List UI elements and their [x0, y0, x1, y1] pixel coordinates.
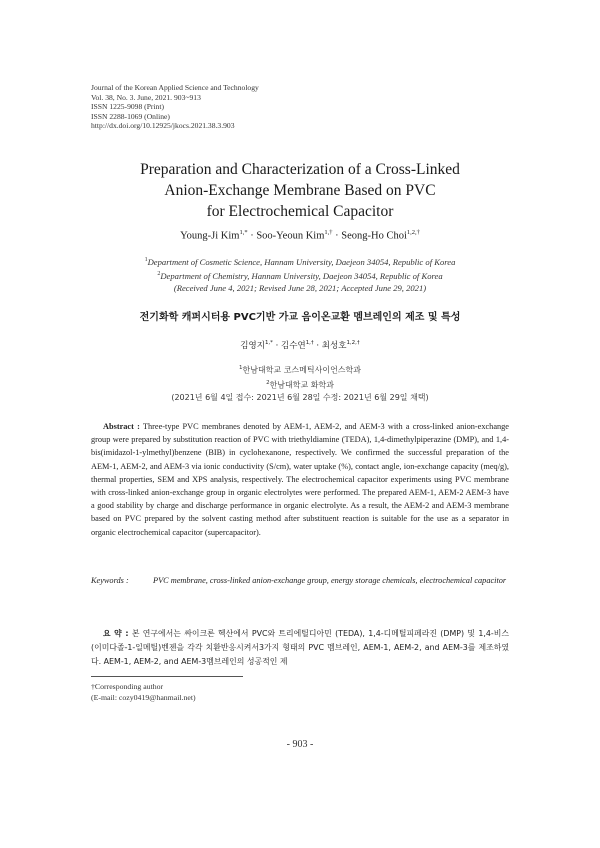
journal-volume: Vol. 38, No. 3. June, 2021. 903~913: [91, 92, 201, 102]
issn-online: ISSN 2288-1069 (Online): [91, 111, 170, 121]
keywords-text: PVC membrane, cross-linked anion-exchange group, energy storage chemicals, electrochemical capacitor: [153, 576, 507, 585]
affiliation-sup: 1: [144, 257, 148, 263]
footnote: [91, 681, 391, 703]
author-email: (E-mail: cozy0419@hanmail.net): [91, 693, 196, 702]
korean-author-sup: 1,2,†: [346, 340, 360, 347]
korean-abstract-label: 요 약 :: [103, 629, 129, 638]
korean-affiliation-2: $^2$한남대학교 화학과: [266, 379, 334, 390]
corresponding-author: Corresponding author: [94, 682, 164, 691]
abstract: [91, 420, 509, 539]
korean-dates: (2021년 6월 4일 접수: 2021년 6월 28일 수정: 2021년 6월 29일 채택): [171, 393, 429, 403]
korean-title: 전기화학 캐퍼시터용 PVC기반 가교 음이온교환 멤브레인의 제조 및 특성: [139, 312, 461, 323]
keywords-label: Keywords :: [91, 576, 129, 585]
keywords: [91, 575, 509, 588]
page-number: - 903 -: [286, 739, 314, 750]
title-line-1: Preparation and Characterization of a Cross-Linked: [140, 161, 460, 178]
author-list: [60, 229, 540, 242]
affiliation-2: $^2$Department of Chemistry, Hannam University, Daejeon 34054, Republic of Korea: [157, 270, 443, 281]
author-sup: 1,*: [239, 229, 248, 236]
korean-abstract: [91, 627, 509, 669]
doi-link[interactable]: http://dx.doi.org/10.12925/jkocs.2021.38.3.903: [91, 121, 235, 131]
korean-abstract-text: 본 연구에서는 싸이크론 헥산에서 PVC와 트리에틸디아민 (TEDA), 1,4-디메틸피페라진 (DMP) 및 1,4-비스(이미다졸-1-일메틸)벤젠을 각각 치환반응시켜서3가지 형태의 PVC 멤브레인, AEM-1, AEM-2, and AEM-3를 제조하였다. AEM-1, AEM-2, and AEM-3멤브레인의 성공적인 제: [91, 629, 509, 666]
dagger-symbol: †: [91, 682, 95, 691]
korean-author-sup: 1,†: [305, 340, 314, 347]
footnote-divider: [91, 676, 243, 677]
journal-name: Journal of the Korean Applied Science and Technology: [91, 83, 259, 92]
issn-print: ISSN 1225-9098 (Print): [91, 102, 164, 112]
author-separator: ·: [247, 230, 257, 242]
author-name: Soo-Yeoun Kim: [256, 230, 325, 242]
affiliation-1: $^1$Department of Cosmetic Science, Hannam University, Daejeon 34054, Republic of Korea: [144, 256, 456, 267]
author-name: Young-Ji Kim: [180, 230, 240, 242]
korean-affiliation-1: $^1$한남대학교 코스메틱사이언스학과: [239, 365, 361, 375]
title-line-2: Anion-Exchange Membrane Based on PVC: [164, 182, 436, 199]
author-sup: 1,†: [324, 229, 333, 236]
received-dates: (Received June 4, 2021; Revised June 28, 2021; Accepted June 29, 2021): [173, 282, 427, 293]
korean-author-name: 김영지: [240, 341, 265, 351]
korean-affiliations: [60, 362, 540, 404]
paper-title: [60, 159, 540, 222]
author-separator: ·: [272, 341, 282, 351]
korean-author-sup: 1,*: [264, 340, 273, 347]
author-separator: ·: [313, 341, 322, 351]
journal-info: [91, 83, 511, 131]
korean-author-list: [60, 339, 540, 351]
affiliations: [60, 254, 540, 294]
title-line-3: for Electrochemical Capacitor: [206, 203, 394, 220]
author-sup: 1,2,†: [406, 229, 420, 236]
abstract-text: Three-type PVC membranes denoted by AEM-1, AEM-2, and AEM-3 with a cross-linked anion-exchange group were prepared by substitution reaction of PVC with triethyldiamine (TEDA), 1,4-dimethylpiperazine (DMP), and 1,4-bis(imidazol-1-ylmethyl)benzene (BIB) in cyclohexanone, respectively. We confirmed the successful preparation of the AEM-1, AEM-2, and AEM-3 via ionic conductivity (S/cm), water uptake (%), contact angle, ion-exchange capacity (meq/g), thermal properties, SEM and XPS analysis, respectively. The electrochemical capacitor experiments using PVC membrane with cross-linked anion-exchange group in organic electrolytes were performed. The prepared AEM-1, AEM-2 AEM-3 have a good stability by charge and discharge performance in organic electrolyte. As a result, the AEM-2 and AEM-3 membrane based on PVC prepared by the solvent casting method after substituent reaction is suitable for the use as a separator in organic electrochemical capacitor (supercapacitor).: [91, 422, 509, 537]
korean-author-name: 김수연: [281, 341, 306, 351]
author-separator: ·: [332, 230, 342, 242]
affiliation-sup: 2: [157, 270, 161, 277]
author-name: Seong-Ho Choi: [341, 230, 407, 242]
abstract-label: Abstract :: [103, 422, 140, 431]
korean-author-name: 최성호: [321, 341, 347, 351]
